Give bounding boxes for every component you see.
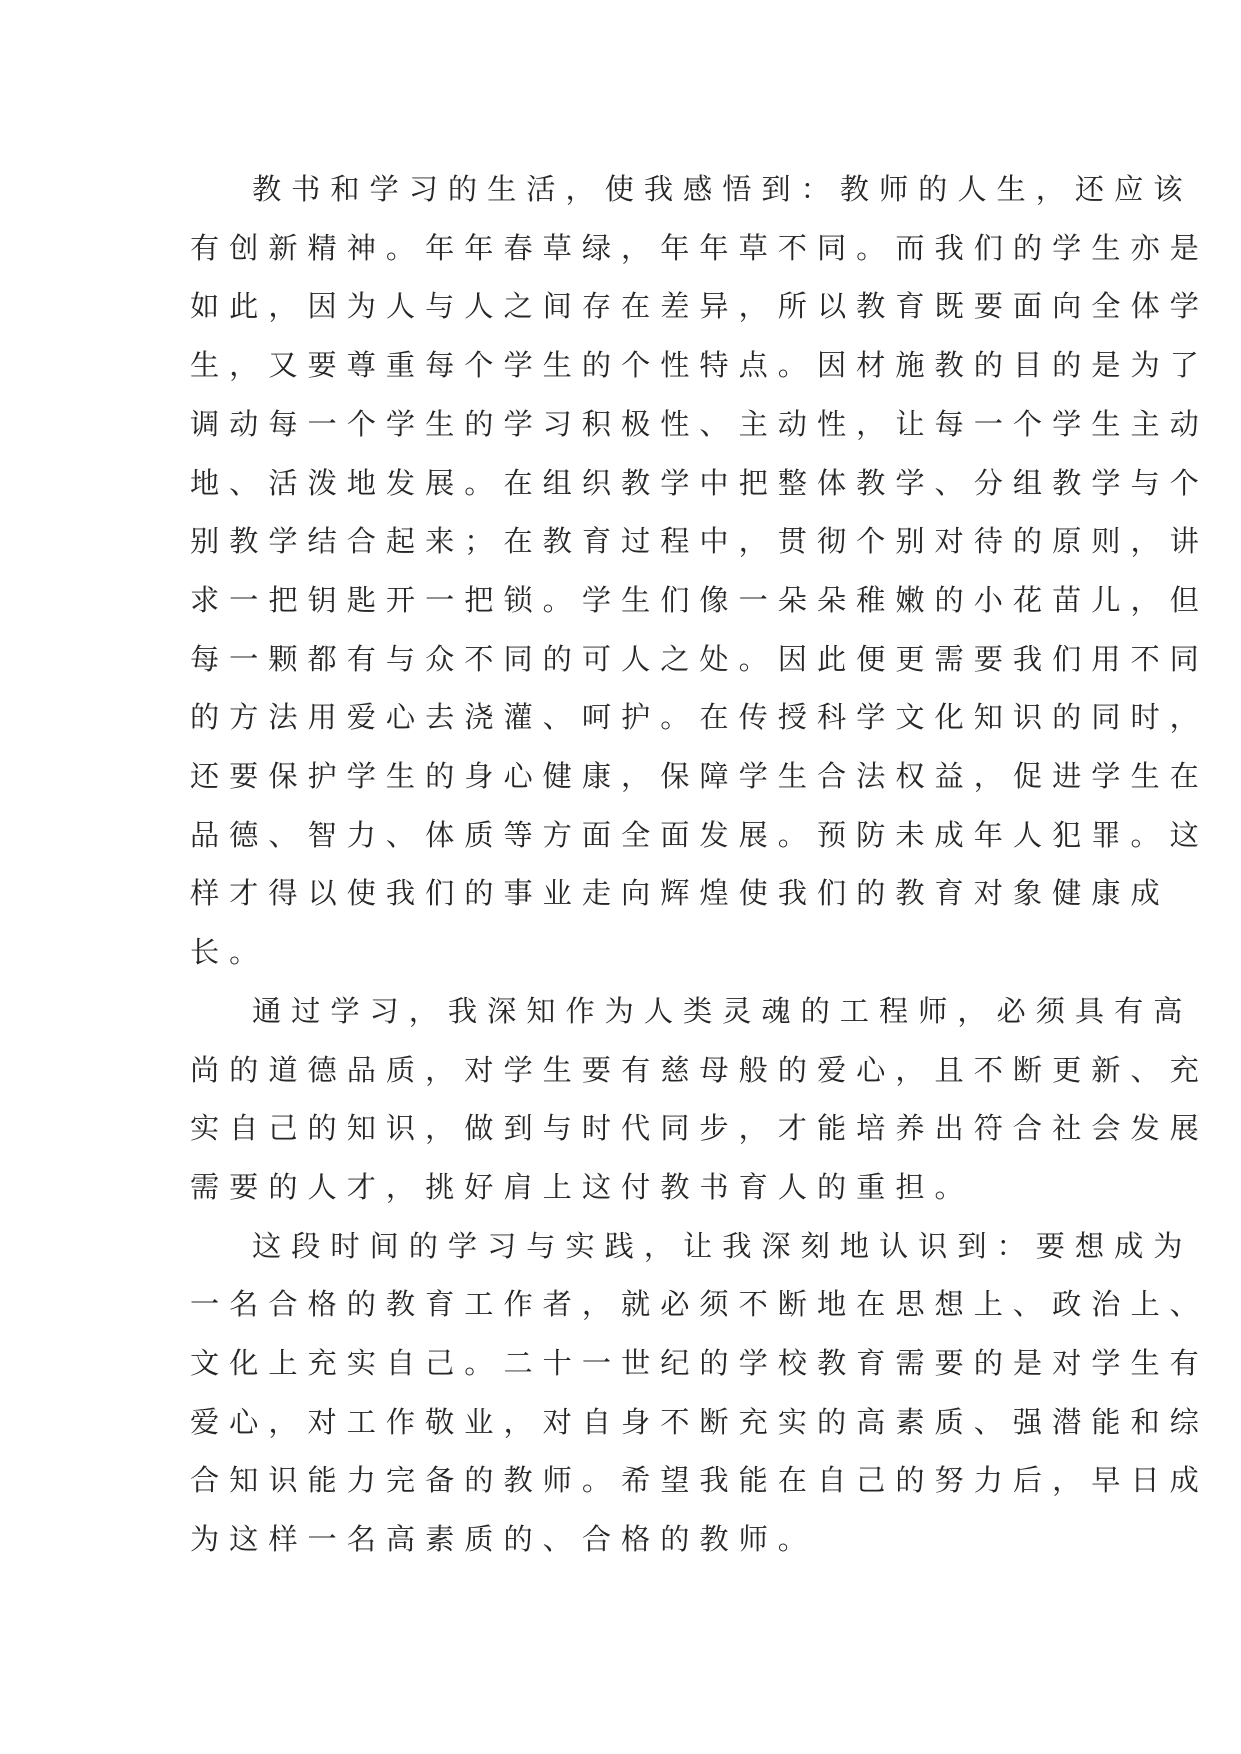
text-line: 教书和学习的生活，使我感悟到：教师的人生，还应该 — [252, 172, 1193, 206]
text-line: 样才得以使我们的事业走向辉煌使我们的教育对象健康成 — [190, 876, 1170, 911]
text-line: 如此，因为人与人之间存在差异，所以教育既要面向全体学 — [190, 289, 1209, 324]
text-line: 需要的人才，挑好肩上这付教书育人的重担。 — [190, 1169, 974, 1204]
paragraph-3 — [190, 1217, 1209, 1569]
text-line: 生，又要尊重每个学生的个性特点。因材施教的目的是为了 — [190, 348, 1209, 383]
text-line: 一名合格的教育工作者，就必须不断地在思想上、政治上、 — [190, 1287, 1209, 1322]
text-line: 别教学结合起来；在教育过程中，贯彻个别对待的原则，讲 — [190, 524, 1209, 559]
text-line: 通过学习，我深知作为人类灵魂的工程师，必须具有高 — [252, 993, 1193, 1028]
paragraph-2 — [190, 982, 1209, 1217]
text-line: 爱心，对工作敬业，对自身不断充实的高素质、强潜能和综 — [190, 1404, 1209, 1439]
text-line: 为这样一名高素质的、合格的教师。 — [190, 1522, 817, 1557]
text-line: 有创新精神。年年春草绿，年年草不同。而我们的学生亦是 — [190, 230, 1209, 265]
text-line: 求一把钥匙开一把锁。学生们像一朵朵稚嫩的小花苗儿，但 — [190, 582, 1209, 617]
text-line: 还要保护学生的身心健康，保障学生合法权益，促进学生在 — [190, 759, 1209, 794]
text-line: 文化上充实自己。二十一世纪的学校教育需要的是对学生有 — [190, 1346, 1209, 1381]
text-line: 实自己的知识，做到与时代同步，才能培养出符合社会发展 — [190, 1111, 1209, 1146]
text-line: 尚的道德品质，对学生要有慈母般的爱心，且不断更新、充 — [190, 1052, 1209, 1087]
text-line: 每一颗都有与众不同的可人之处。因此便更需要我们用不同 — [190, 641, 1209, 676]
text-line: 的方法用爱心去浇灌、呵护。在传授科学文化知识的同时， — [190, 700, 1209, 735]
text-line: 长。 — [190, 935, 269, 970]
text-line: 品德、智力、体质等方面全面发展。预防未成年人犯罪。这 — [190, 817, 1209, 852]
document-body — [190, 160, 1209, 1569]
paragraph-1 — [190, 160, 1209, 982]
text-line: 合知识能力完备的教师。希望我能在自己的努力后，早日成 — [190, 1463, 1209, 1498]
text-line: 地、活泼地发展。在组织教学中把整体教学、分组教学与个 — [190, 465, 1209, 500]
text-line: 调动每一个学生的学习积极性、主动性，让每一个学生主动 — [190, 406, 1209, 441]
text-line: 这段时间的学习与实践，让我深刻地认识到：要想成为 — [252, 1228, 1193, 1263]
